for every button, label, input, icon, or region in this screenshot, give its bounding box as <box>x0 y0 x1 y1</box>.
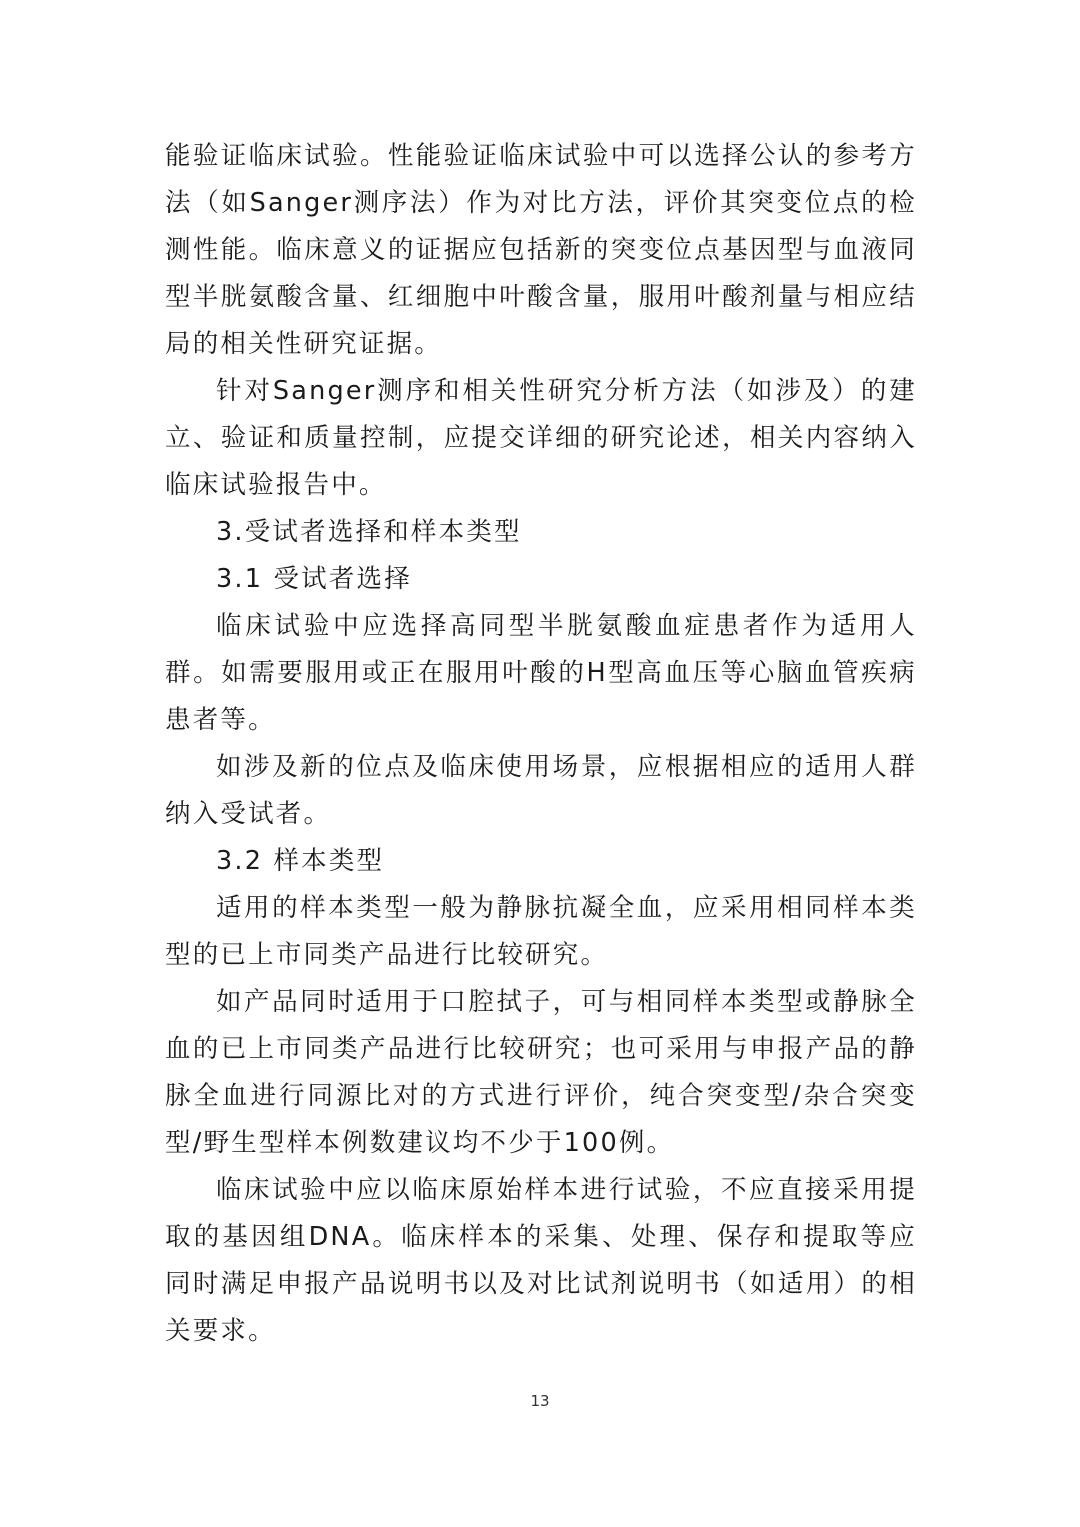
section-heading-3: 3.受试者选择和样本类型 <box>216 517 522 547</box>
paragraph-6: 如产品同时适用于口腔拭子，可与相同样本类型或静脉全血的已上市同类产品进行比较研究；也可采用与申报产品的静脉全血进行同源比对的方式进行评价，纯合突变型/杂合突变型/野生型样本例数建议均不少于100例。 <box>165 987 917 1158</box>
paragraph-1: 能验证临床试验。性能验证临床试验中可以选择公认的参考方法（如Sanger测序法）作为对比方法，评价其突变位点的检测性能。临床意义的证据应包括新的突变位点基因型与血液同型半胱氨酸含量、红细胞中叶酸含量，服用叶酸剂量与相应结局的相关性研究证据。 <box>165 141 917 359</box>
paragraph-3: 临床试验中应选择高同型半胱氨酸血症患者作为适用人群。如需要服用或正在服用叶酸的H型高血压等心脑血管疾病患者等。 <box>165 611 917 735</box>
body-text <box>165 133 917 1355</box>
subsection-heading-3-1: 3.1 受试者选择 <box>216 564 412 594</box>
paragraph-7: 临床试验中应以临床原始样本进行试验，不应直接采用提取的基因组DNA。临床样本的采集、处理、保存和提取等应同时满足申报产品说明书以及对比试剂说明书（如适用）的相关要求。 <box>165 1175 917 1346</box>
paragraph-4: 如涉及新的位点及临床使用场景，应根据相应的适用人群纳入受试者。 <box>165 752 917 829</box>
page-number: 13 <box>530 1392 550 1410</box>
subsection-heading-3-2: 3.2 样本类型 <box>216 846 385 876</box>
paragraph-2: 针对Sanger测序和相关性研究分析方法（如涉及）的建立、验证和质量控制，应提交详细的研究论述，相关内容纳入临床试验报告中。 <box>165 376 917 500</box>
paragraph-5: 适用的样本类型一般为静脉抗凝全血，应采用相同样本类型的已上市同类产品进行比较研究。 <box>165 893 917 970</box>
